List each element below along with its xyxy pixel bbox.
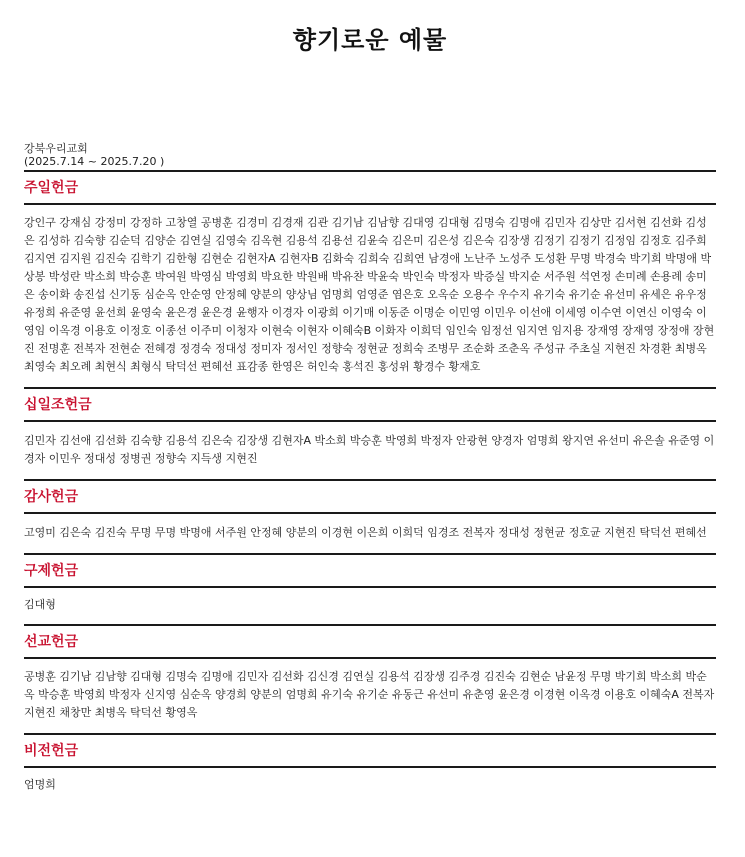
donor-names: 김대형	[24, 598, 56, 611]
date-range: (2025.7.14 ~ 2025.7.20 )	[24, 155, 165, 168]
bulletin-info	[24, 142, 716, 168]
section-sunday-offering	[24, 170, 716, 387]
section-heading: 구제헌금	[24, 553, 716, 588]
section-mission-offering	[24, 624, 716, 733]
page-title: 향기로운 예물	[292, 26, 448, 54]
donor-names: 공병훈 김기남 김남향 김대형 김명숙 김명애 김민자 김선화 김신경 김연실 김용석 김장생 김주경 김진숙 김현순 남윤정 무명 박기희 박소희 박순옥 박승훈 박영희 박정자 신지영 심순옥 양경희 양분의 엄명희 유기숙 유기순 유동근 유선미 유춘영 윤은경 이경현 이옥경 이용호 이혜숙A 전복자 지현진 채창만 최병옥 탁덕선 황영옥	[24, 670, 715, 719]
section-thanksgiving-offering	[24, 479, 716, 553]
section-tithe-offering	[24, 387, 716, 479]
donor-names: 김민자 김선애 김선화 김숙향 김용석 김은숙 김장생 김현자A 박소희 박승훈 박영희 박정자 안광현 양경자 엄명희 왕지연 유선미 유은솔 유준영 이경자 이민우 정대성 정병권 정향숙 지득생 지현진	[24, 434, 715, 465]
section-heading: 십일조헌금	[24, 387, 716, 422]
donor-names: 고영미 김은숙 김진숙 무명 무명 박명애 서주원 안정혜 양분의 이경현 이은희 이희덕 임경조 전복자 정대성 정현균 정호균 지현진 탁덕선 편혜선	[24, 526, 707, 539]
donor-names: 강인구 강재심 강정미 강정하 고창열 공병훈 김경미 김경재 김관 김기남 김남향 김대영 김대형 김명숙 김명애 김민자 김상만 김서현 김선화 김성은 김성하 김숙향 김순덕 김양순 김연실 김영숙 김옥현 김용석 김용선 김윤숙 김은미 김은성 김은숙 김장생 김정기 김정기 김정임 김정호 김주희 김지연 김지원 김진숙 김학기 김한형 김현순 김현자A 김현자B 김화숙 김희숙 김희연 남경애 노난주 노성주 도성환 무명 박경숙 박기희 박명애 박상봉 박성란 박소희 박승훈 박여원 박영심 박영희 박요한 박원배 박유찬 박윤숙 박인숙 박정자 박증실 박지순 서주원 석연정 손미례 손용례 송미은 송이화 송진섭 신기동 심순옥 안순영 안정혜 양분의 양상님 엄명희 엄영준 염은호 오옥순 오용수 우수지 유기숙 유기순 유선미 유세은 유우정 유정희 유준영 윤선희 윤영숙 윤은경 윤은경 윤행자 이경자 이광희 이기매 이동준 이명순 이민영 이민우 이선애 이세영 이수연 이연신 이영숙 이영임 이옥경 이용호 이정호 이종선 이주미 이청자 이현숙 이현자 이혜숙B 이화자 이희덕 임인숙 임정선 임지연 임지용 장재영 장재영 장정애 장현진 전명훈 전복자 전현순 전혜경 정경숙 정대성 정미자 정서인 정향숙 정현균 정희숙 조병무 조순화 조춘옥 주성규 주초실 지현진 차경환 최병옥 최영숙 최오례 최현식 최형식 탁덕선 편혜선 표감종 한영은 허인숙 홍석진 홍성위 황경수 황재호	[24, 216, 715, 373]
section-heading: 비전헌금	[24, 733, 716, 768]
church-name: 강북우리교회	[24, 142, 88, 155]
section-relief-offering	[24, 553, 716, 624]
section-heading: 선교헌금	[24, 624, 716, 659]
section-heading: 감사헌금	[24, 479, 716, 514]
section-vision-offering	[24, 733, 716, 798]
document-page	[24, 0, 716, 798]
section-heading: 주일헌금	[24, 170, 716, 205]
donor-names: 엄명희	[24, 778, 56, 791]
